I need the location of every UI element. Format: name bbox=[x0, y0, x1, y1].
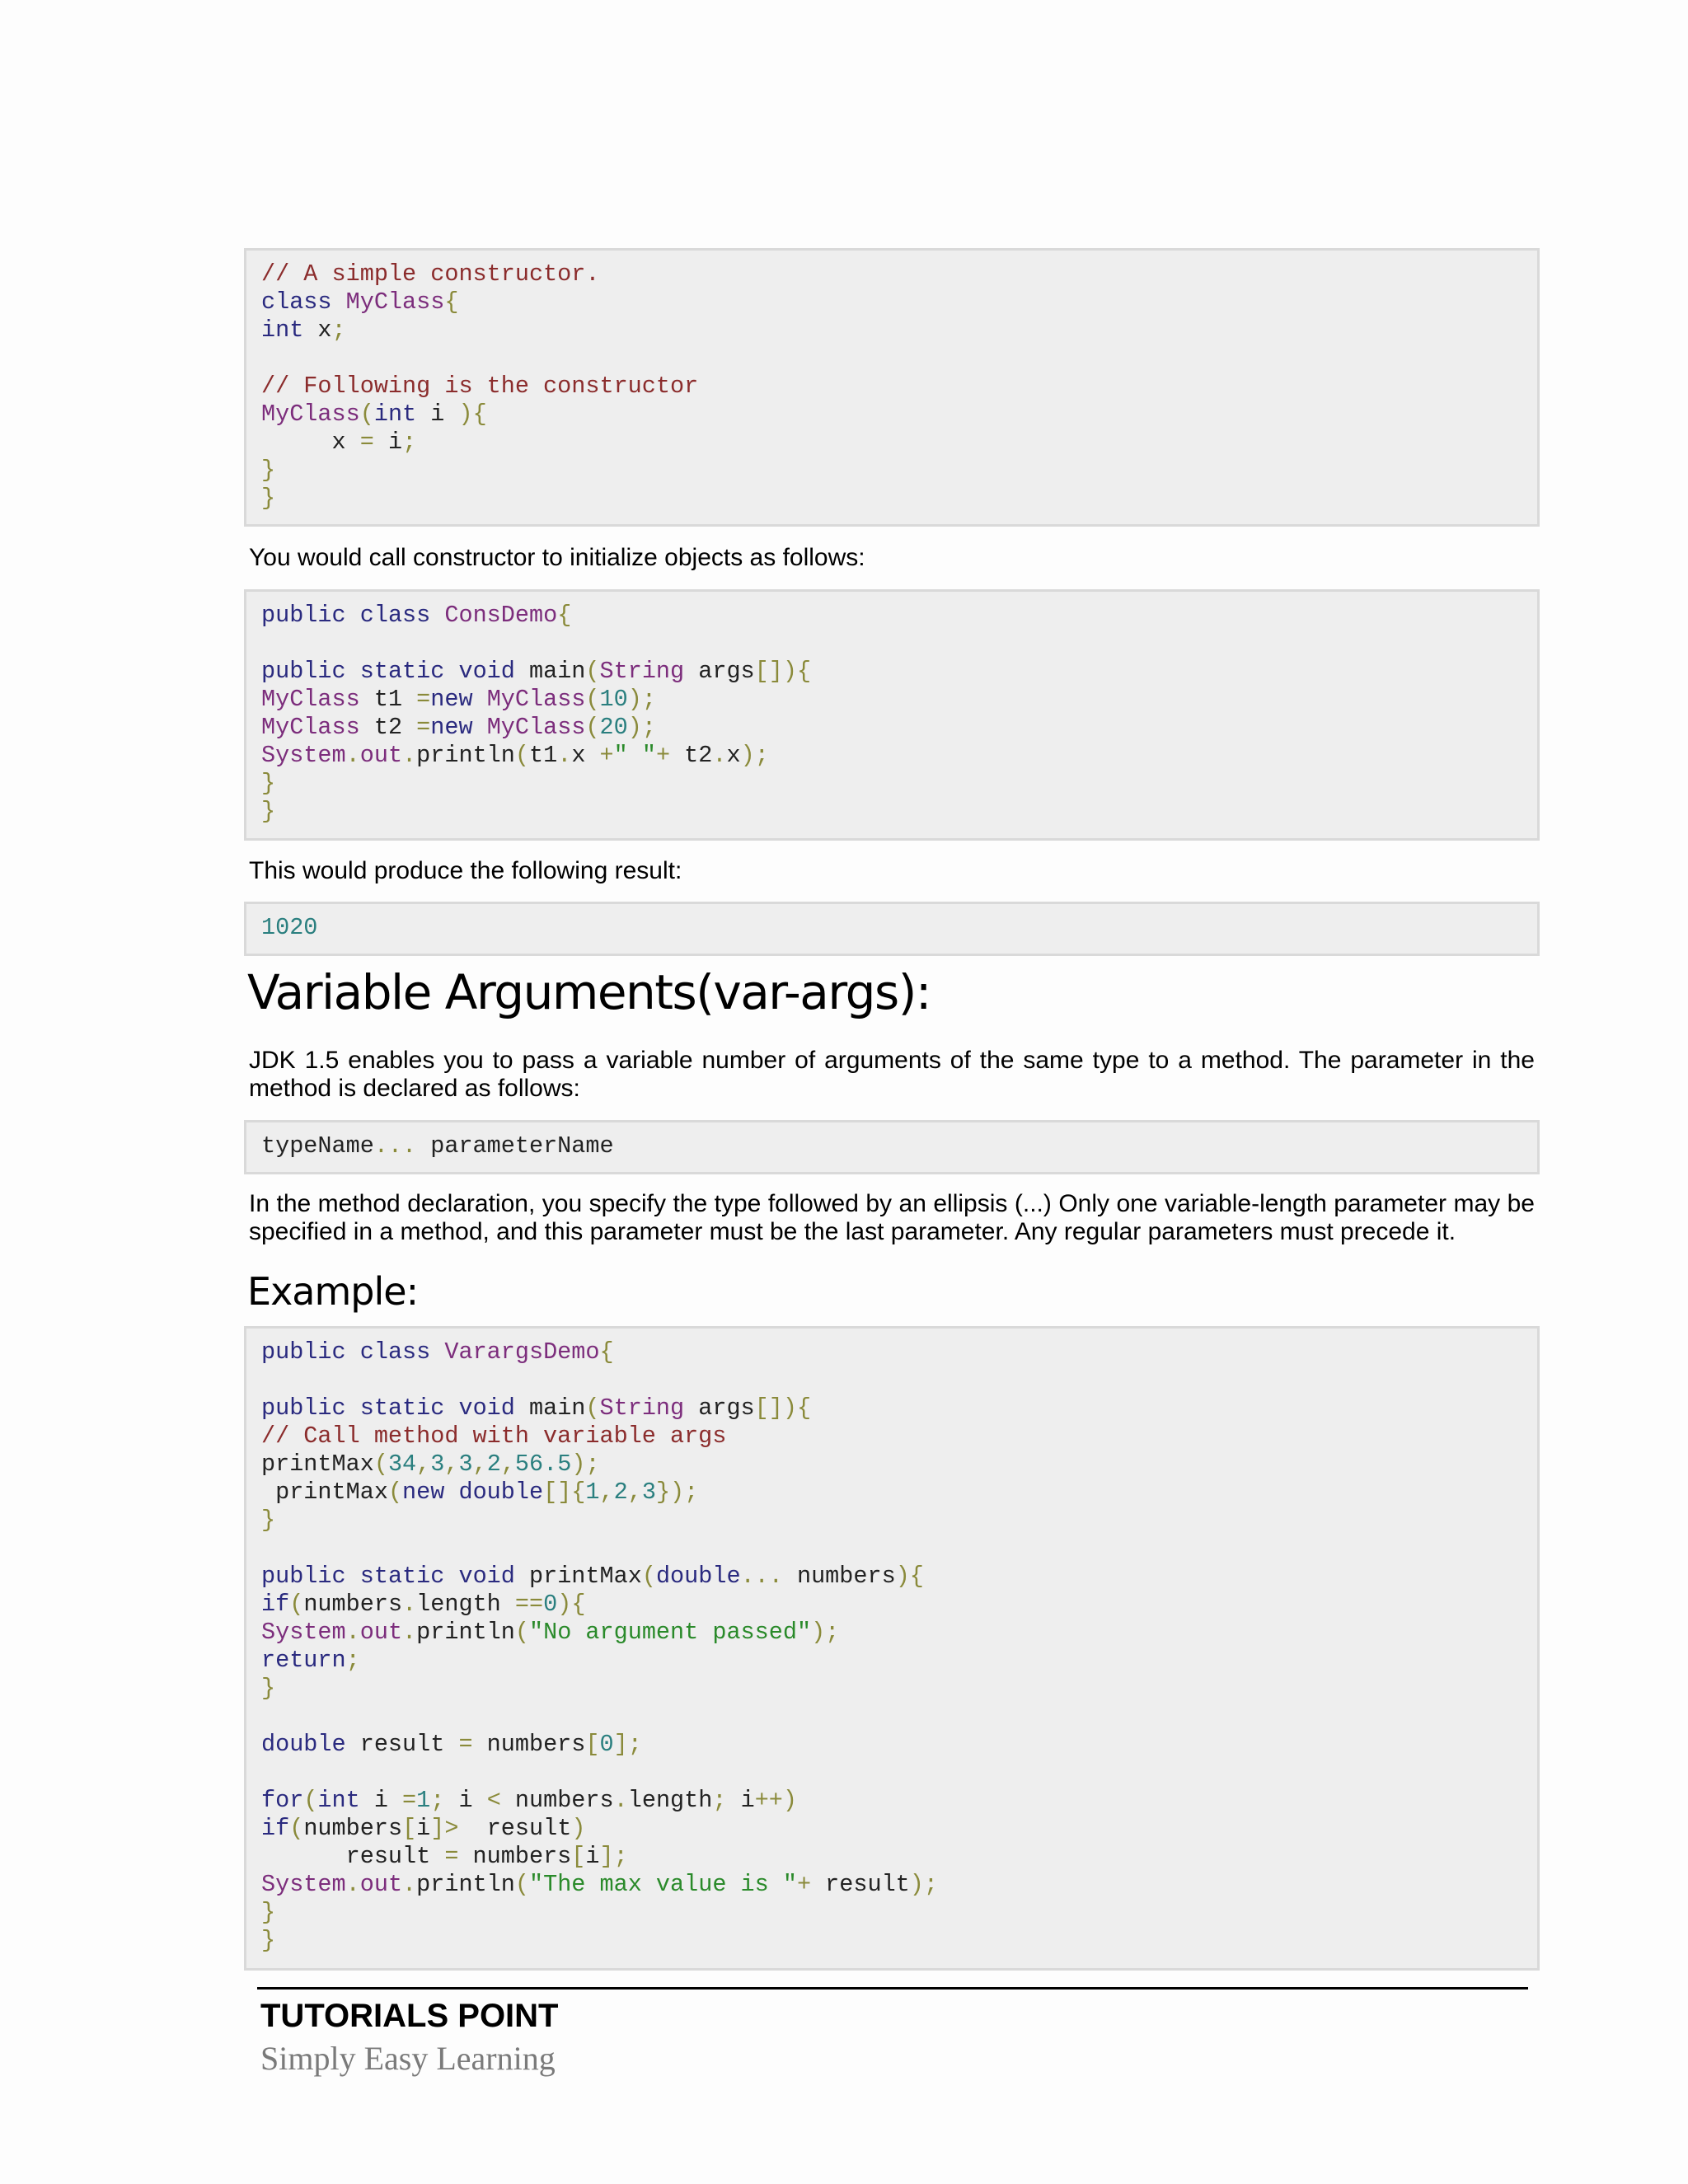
code-token: = bbox=[402, 1787, 417, 1814]
code-token: public bbox=[261, 1563, 346, 1590]
code-token: "The max value is " bbox=[529, 1871, 797, 1898]
code-token bbox=[346, 1563, 360, 1590]
code-token: { bbox=[444, 288, 459, 316]
code-block-syntax bbox=[244, 1120, 1540, 1174]
code-token: . bbox=[557, 742, 572, 769]
code-token bbox=[444, 1563, 458, 1590]
code-token: public bbox=[261, 1338, 346, 1366]
code-line bbox=[261, 1815, 1537, 1843]
code-token: [ bbox=[402, 1815, 417, 1842]
code-token: } bbox=[261, 798, 276, 825]
code-line bbox=[261, 1338, 1537, 1366]
code-token: ; bbox=[712, 1787, 727, 1814]
code-token: ; bbox=[402, 429, 417, 456]
code-line bbox=[261, 1731, 1537, 1759]
code-token bbox=[346, 602, 360, 629]
code-token: ( bbox=[289, 1815, 304, 1842]
code-token: = bbox=[444, 1843, 459, 1870]
code-token: args bbox=[684, 1394, 755, 1422]
code-line bbox=[261, 1787, 1537, 1815]
code-line bbox=[261, 1703, 1537, 1731]
code-token: ConsDemo bbox=[444, 602, 558, 629]
code-line bbox=[261, 1871, 1537, 1899]
code-token: . bbox=[345, 742, 360, 769]
code-token: 1 bbox=[416, 1787, 431, 1814]
code-token: ; bbox=[331, 316, 346, 344]
code-token: ); bbox=[740, 742, 769, 769]
code-token: numbers bbox=[782, 1563, 896, 1590]
code-token: new bbox=[402, 1479, 445, 1506]
code-token: double bbox=[261, 1731, 346, 1758]
code-token bbox=[430, 602, 444, 629]
code-token: static bbox=[359, 1563, 445, 1590]
code-line bbox=[261, 288, 1537, 316]
code-token: ); bbox=[627, 714, 656, 741]
code-line bbox=[261, 260, 1537, 288]
code-token: t1 bbox=[529, 742, 558, 769]
paragraph-varargs-desc: JDK 1.5 enables you to pass a variable number of arguments of the same type to a method. The parameter in the method is declared as follows: bbox=[249, 1047, 1535, 1102]
code-token: ); bbox=[571, 1451, 600, 1478]
code-token: class bbox=[359, 602, 431, 629]
code-token: System bbox=[261, 1871, 346, 1898]
code-token: 34 bbox=[387, 1451, 417, 1478]
code-token: 3 bbox=[430, 1451, 445, 1478]
code-token: ( bbox=[514, 1871, 529, 1898]
code-token: ]; bbox=[599, 1843, 628, 1870]
code-token: + bbox=[599, 742, 614, 769]
code-token: 2 bbox=[486, 1451, 501, 1478]
code-token: String bbox=[599, 1394, 685, 1422]
code-token: MyClass bbox=[261, 401, 360, 428]
code-token: 3 bbox=[458, 1451, 473, 1478]
code-token: ) bbox=[571, 1815, 586, 1842]
code-line bbox=[261, 686, 1537, 714]
code-token: 56.5 bbox=[514, 1451, 572, 1478]
code-block-consdemo bbox=[244, 589, 1540, 841]
code-line bbox=[261, 658, 1537, 686]
footer-brand: TUTORIALS POINT bbox=[260, 1998, 559, 2034]
code-token bbox=[332, 288, 346, 316]
code-token: out bbox=[359, 1619, 403, 1646]
code-token: [ bbox=[585, 1731, 600, 1758]
code-token: VarargsDemo bbox=[444, 1338, 600, 1366]
code-token: length bbox=[416, 1591, 515, 1618]
code-token: MyClass bbox=[261, 714, 360, 741]
code-line bbox=[261, 714, 1537, 742]
code-token: ( bbox=[359, 401, 374, 428]
code-line bbox=[261, 1535, 1537, 1563]
code-token bbox=[430, 1338, 444, 1366]
code-token: i bbox=[585, 1843, 600, 1870]
code-token: 20 bbox=[599, 714, 628, 741]
code-token: ){ bbox=[557, 1591, 586, 1618]
heading-variable-arguments: Variable Arguments(var-args): bbox=[247, 964, 931, 1020]
code-token: 3 bbox=[641, 1479, 656, 1506]
code-token: int bbox=[373, 401, 417, 428]
code-token: int bbox=[317, 1787, 360, 1814]
code-token: = bbox=[359, 429, 374, 456]
code-token: } bbox=[261, 770, 276, 797]
code-line bbox=[261, 344, 1537, 373]
code-token: " " bbox=[613, 742, 656, 769]
code-token: t2 bbox=[670, 742, 713, 769]
code-token: = bbox=[416, 686, 431, 713]
code-token: numbers bbox=[458, 1843, 572, 1870]
code-line bbox=[261, 798, 1537, 826]
code-token: parameterName bbox=[416, 1132, 614, 1160]
code-token bbox=[346, 658, 360, 685]
code-token: ++) bbox=[754, 1787, 797, 1814]
code-line bbox=[261, 630, 1537, 658]
code-token: printMax bbox=[514, 1563, 642, 1590]
code-token: result bbox=[345, 1731, 459, 1758]
code-line bbox=[261, 401, 1537, 429]
code-token bbox=[346, 1394, 360, 1422]
code-token: , bbox=[500, 1451, 515, 1478]
code-token: t1 bbox=[359, 686, 417, 713]
code-token: println bbox=[416, 1871, 515, 1898]
code-token: []){ bbox=[754, 658, 812, 685]
code-token: ]> bbox=[430, 1815, 459, 1842]
code-token: ; bbox=[430, 1787, 445, 1814]
code-token: void bbox=[458, 1394, 515, 1422]
code-token: + bbox=[796, 1871, 812, 1898]
code-block-constructor bbox=[244, 248, 1540, 527]
code-token: String bbox=[599, 658, 685, 685]
code-token: i bbox=[416, 1815, 431, 1842]
code-token: . bbox=[402, 1619, 417, 1646]
code-token: result bbox=[458, 1815, 572, 1842]
code-token: ... bbox=[740, 1563, 783, 1590]
code-token: out bbox=[359, 742, 403, 769]
code-token: ); bbox=[909, 1871, 939, 1898]
code-token: numbers bbox=[500, 1787, 614, 1814]
code-line bbox=[261, 1843, 1537, 1871]
code-token: [ bbox=[571, 1843, 586, 1870]
code-token: []){ bbox=[754, 1394, 812, 1422]
code-token: } bbox=[261, 1507, 276, 1534]
code-token: , bbox=[599, 1479, 614, 1506]
code-token: MyClass bbox=[261, 686, 360, 713]
code-token: // Call method with variable args bbox=[261, 1422, 727, 1450]
code-token: 1 bbox=[585, 1479, 600, 1506]
paragraph-call-intro: You would call constructor to initialize objects as follows: bbox=[249, 544, 865, 571]
code-token: return bbox=[261, 1647, 346, 1674]
code-token: ); bbox=[811, 1619, 840, 1646]
code-token: i bbox=[359, 1787, 403, 1814]
code-token: // Following is the constructor bbox=[261, 373, 699, 400]
code-token: , bbox=[444, 1451, 459, 1478]
code-token: ( bbox=[373, 1451, 388, 1478]
code-token: ( bbox=[303, 1787, 318, 1814]
code-line bbox=[261, 1619, 1537, 1647]
code-token: ( bbox=[585, 1394, 600, 1422]
code-line bbox=[261, 1591, 1537, 1619]
code-token: } bbox=[261, 1927, 276, 1954]
code-line bbox=[261, 1759, 1537, 1787]
code-token: "No argument passed" bbox=[529, 1619, 812, 1646]
code-token: MyClass bbox=[345, 288, 445, 316]
code-token bbox=[346, 1338, 360, 1366]
code-token: . bbox=[402, 1591, 417, 1618]
paragraph-result-intro: This would produce the following result: bbox=[249, 857, 682, 884]
code-token: , bbox=[416, 1451, 431, 1478]
code-token: class bbox=[261, 288, 332, 316]
code-line bbox=[261, 1451, 1537, 1479]
code-token: 2 bbox=[613, 1479, 628, 1506]
code-line bbox=[261, 1927, 1537, 1955]
code-line bbox=[261, 1479, 1537, 1507]
code-token: ( bbox=[585, 714, 600, 741]
code-line bbox=[261, 602, 1537, 630]
code-token: if bbox=[261, 1815, 290, 1842]
code-token: . bbox=[402, 1871, 417, 1898]
code-line bbox=[261, 770, 1537, 798]
code-token: static bbox=[359, 1394, 445, 1422]
code-token: + bbox=[655, 742, 671, 769]
code-token: void bbox=[458, 658, 515, 685]
code-token bbox=[473, 714, 487, 741]
code-line bbox=[261, 1647, 1537, 1675]
code-line bbox=[261, 1563, 1537, 1591]
code-token: main bbox=[514, 658, 586, 685]
code-token: MyClass bbox=[486, 686, 586, 713]
code-token: i bbox=[416, 401, 459, 428]
code-token: out bbox=[359, 1871, 403, 1898]
code-token bbox=[444, 658, 458, 685]
code-line bbox=[261, 1394, 1537, 1422]
code-token: void bbox=[458, 1563, 515, 1590]
code-line bbox=[261, 742, 1537, 770]
code-token: . bbox=[345, 1871, 360, 1898]
footer-divider bbox=[257, 1987, 1528, 1990]
code-token: x bbox=[571, 742, 600, 769]
code-token: x bbox=[726, 742, 741, 769]
code-line bbox=[261, 457, 1537, 485]
code-line bbox=[261, 1675, 1537, 1703]
code-token: numbers bbox=[303, 1591, 403, 1618]
code-token: 10 bbox=[599, 686, 628, 713]
code-token: < bbox=[486, 1787, 501, 1814]
code-token: System bbox=[261, 742, 346, 769]
code-token: i bbox=[444, 1787, 487, 1814]
code-token: } bbox=[261, 1899, 276, 1926]
code-token: x bbox=[303, 316, 332, 344]
code-token: result bbox=[261, 1843, 445, 1870]
code-token bbox=[473, 686, 487, 713]
code-token: } bbox=[261, 457, 276, 484]
code-token: ... bbox=[373, 1132, 417, 1160]
code-token: . bbox=[613, 1787, 628, 1814]
code-token: { bbox=[599, 1338, 614, 1366]
code-line bbox=[261, 429, 1537, 457]
code-token: } bbox=[261, 485, 276, 512]
code-token: new bbox=[430, 686, 473, 713]
code-line bbox=[261, 485, 1537, 513]
code-line bbox=[261, 1507, 1537, 1535]
code-token: println bbox=[416, 1619, 515, 1646]
code-token: ( bbox=[514, 742, 529, 769]
code-token: []{ bbox=[543, 1479, 586, 1506]
code-token: ( bbox=[585, 686, 600, 713]
code-line bbox=[261, 1422, 1537, 1451]
code-token: args bbox=[684, 658, 755, 685]
paragraph-ellipsis-desc: In the method declaration, you specify the type followed by an ellipsis (...) Only one variable-length parameter may be specified in a method, and this parameter must be the last parameter. Any regular parameters must precede it. bbox=[249, 1190, 1535, 1245]
code-line bbox=[261, 316, 1537, 344]
code-token: 0 bbox=[599, 1731, 614, 1758]
code-token: double bbox=[458, 1479, 544, 1506]
code-token: i bbox=[726, 1787, 755, 1814]
code-token: ( bbox=[585, 658, 600, 685]
code-token: }); bbox=[655, 1479, 699, 1506]
code-token: static bbox=[359, 658, 445, 685]
code-token: length bbox=[627, 1787, 713, 1814]
code-token: new bbox=[430, 714, 473, 741]
code-token: 0 bbox=[543, 1591, 558, 1618]
code-token: public bbox=[261, 658, 346, 685]
code-token: ); bbox=[627, 686, 656, 713]
code-token: if bbox=[261, 1591, 290, 1618]
code-token: ( bbox=[289, 1591, 304, 1618]
code-line bbox=[261, 1132, 1537, 1160]
code-token: public bbox=[261, 602, 346, 629]
code-token: } bbox=[261, 1675, 276, 1702]
code-token: println bbox=[416, 742, 515, 769]
code-token: ( bbox=[387, 1479, 403, 1506]
code-line bbox=[261, 373, 1537, 401]
code-token: double bbox=[655, 1563, 741, 1590]
code-block-result bbox=[244, 902, 1540, 956]
code-token: = bbox=[458, 1731, 473, 1758]
code-token: class bbox=[359, 1338, 431, 1366]
code-token: MyClass bbox=[486, 714, 586, 741]
code-token bbox=[444, 1479, 458, 1506]
footer-tagline: Simply Easy Learning bbox=[260, 2040, 556, 2077]
code-token: . bbox=[712, 742, 727, 769]
code-token: for bbox=[261, 1787, 304, 1814]
code-token bbox=[444, 1394, 458, 1422]
code-token: System bbox=[261, 1619, 346, 1646]
code-token: = bbox=[416, 714, 431, 741]
code-token: printMax bbox=[261, 1479, 388, 1506]
code-token: public bbox=[261, 1394, 346, 1422]
code-token: int bbox=[261, 316, 304, 344]
code-token: ]; bbox=[613, 1731, 642, 1758]
code-token: result bbox=[811, 1871, 910, 1898]
code-line bbox=[261, 1366, 1537, 1394]
code-line bbox=[261, 914, 1537, 942]
code-line bbox=[261, 1899, 1537, 1927]
code-token: ){ bbox=[458, 401, 487, 428]
code-token: numbers bbox=[472, 1731, 586, 1758]
code-token: ){ bbox=[895, 1563, 924, 1590]
code-token: typeName bbox=[261, 1132, 374, 1160]
code-token: { bbox=[557, 602, 572, 629]
code-token: main bbox=[514, 1394, 586, 1422]
code-token: printMax bbox=[261, 1451, 374, 1478]
code-token: ( bbox=[514, 1619, 529, 1646]
code-token: . bbox=[345, 1619, 360, 1646]
code-token: x bbox=[261, 429, 360, 456]
code-token: == bbox=[514, 1591, 544, 1618]
code-token: . bbox=[402, 742, 417, 769]
code-token: , bbox=[472, 1451, 487, 1478]
heading-example: Example: bbox=[247, 1269, 419, 1314]
code-token: ( bbox=[641, 1563, 656, 1590]
code-token: i bbox=[373, 429, 403, 456]
code-token: , bbox=[627, 1479, 642, 1506]
code-token: t2 bbox=[359, 714, 417, 741]
code-block-varargs-demo bbox=[244, 1326, 1540, 1971]
code-token: 1020 bbox=[261, 914, 318, 941]
code-token: ; bbox=[345, 1647, 360, 1674]
code-token: // A simple constructor. bbox=[261, 260, 600, 288]
code-token: numbers bbox=[303, 1815, 403, 1842]
